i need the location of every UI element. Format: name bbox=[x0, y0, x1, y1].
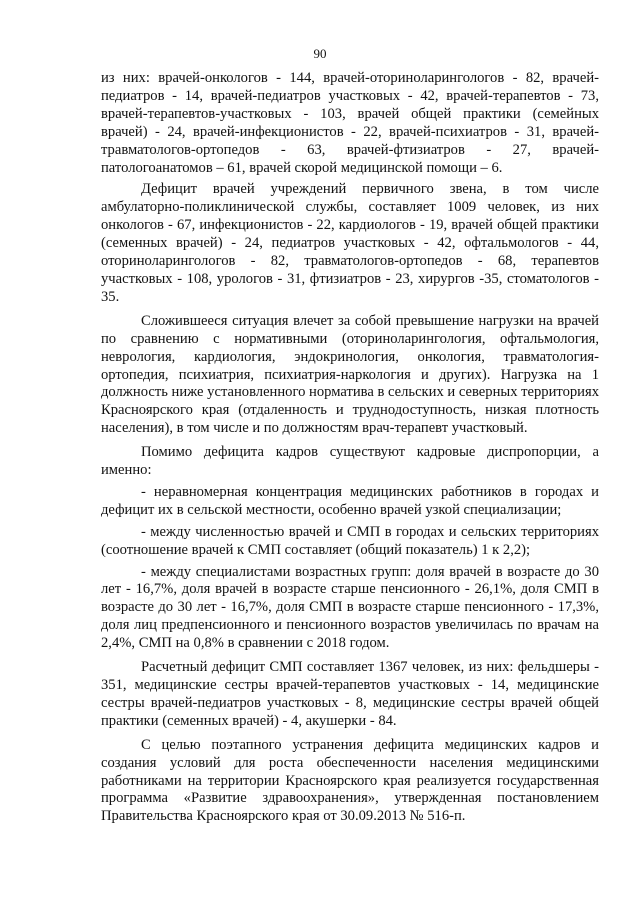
list-item-doctors-nurses-ratio: - между численностью врачей и СМП в городах и сельских территориях (соотношение врачей к СМП составляет (общий показатель) 1 к 2,2); bbox=[101, 523, 599, 558]
paragraph-doctor-shortage-list: из них: врачей-онкологов - 144, врачей-оториноларингологов - 82, врачей-педиатров - 14, врачей-педиатров участковых - 42, врачей-терапевтов - 73, врачей-терапевтов-участковых - 103, врачей общей практики (семейных врачей) - 24, врачей-инфекционистов - 22, врачей-психиатров - 31, врачей-травматологов-ортопедов - 63, врачей-фтизиатров - 27, врачей-патологоанатомов – 61, врачей скорой медицинской помощи – 6. bbox=[101, 70, 599, 176]
paragraph-state-program: С целью поэтапного устранения дефицита медицинских кадров и создания условий для роста обеспеченности населения медицинскими работниками на территории Красноярского края реализуется государственная программа «Развитие здравоохранения», утвержденная постановлением Правительства Красноярского края от 30.09.2013 № 516-п. bbox=[101, 736, 599, 825]
document-body bbox=[101, 70, 599, 826]
list-item-urban-rural: - неравномерная концентрация медицинских работников в городах и дефицит их в сельской местности, особенно врачей узкой специализации; bbox=[101, 483, 599, 518]
paragraph-primary-care-deficit: Дефицит врачей учреждений первичного звена, в том числе амбулаторно-поликлинической службы, составляет 1009 человек, из них онкологов - 67, инфекционистов - 22, кардиологов - 19, врачей общей практики (семенных врачей) - 24, педиатров участковых - 42, офтальмологов - 44, оториноларингологов - 82, травматологов-ортопедов - 68, терапевтов участковых - 108, урологов - 31, фтизиатров - 23, хирургов -35, стоматологов - 35. bbox=[101, 181, 599, 305]
paragraph-disproportions-intro: Помимо дефицита кадров существуют кадровые диспропорции, а именно: bbox=[101, 444, 599, 479]
paragraph-nursing-deficit: Расчетный дефицит СМП составляет 1367 человек, из них: фельдшеры - 351, медицинские сестры врачей-терапевтов участковых - 14, медицинские сестры врачей-педиатров участковых - 8, медицинские сестры врачей общей практики (семенных врачей) - 4, акушерки - 84. bbox=[101, 659, 599, 729]
list-item-age-groups: - между специалистами возрастных групп: доля врачей в возрасте до 30 лет - 16,7%, доля врачей в возрасте старше пенсионного - 26,1%, доля СМП в возрасте до 30 лет - 16,7%, доля СМП в возрасте старше пенсионного - 17,3%, доля лиц предпенсионного и пенсионного возрастов увеличилась по врачам на 2,4%, СМП на 0,8% в сравнении с 2018 годом. bbox=[101, 563, 599, 652]
paragraph-workload: Сложившееся ситуация влечет за собой превышение нагрузки на врачей по сравнению с нормативными (оториноларингология, офтальмология, неврология, кардиология, эндокринология, онкология, травматология-ортопедия, психиатрия, психиатрия-наркология и других). Нагрузка на 1 должность ниже установленного норматива в сельских и северных территориях Красноярского края (отдаленность и труднодоступность, низкая плотность населения), в том числе и по должностям врач-терапевт участковый. bbox=[101, 312, 599, 437]
page-number: 90 bbox=[313, 46, 327, 61]
